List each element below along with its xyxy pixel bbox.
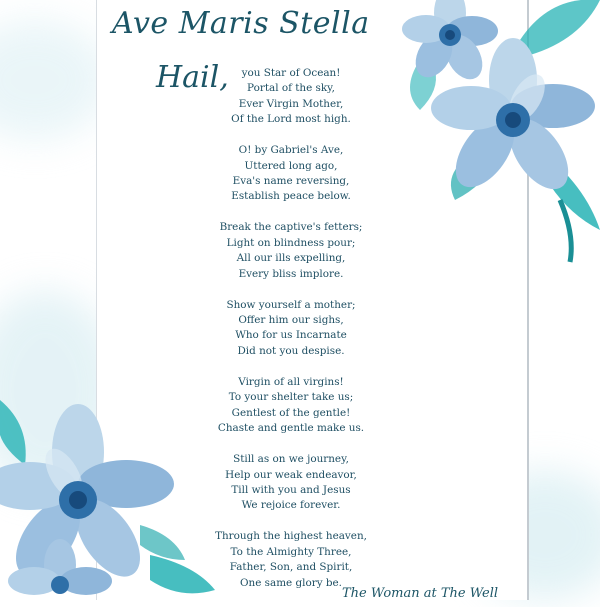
stanza	[180, 220, 402, 282]
poem-line: Break the captive's fetters;	[219, 221, 363, 234]
poem-line: All our ills expelling,	[236, 252, 346, 265]
poem-line: Offer him our sighs,	[238, 314, 344, 327]
poem-title: Ave Maris Stella	[112, 6, 370, 41]
poem-line: To the Almighty Three,	[230, 545, 352, 558]
stanza	[180, 298, 402, 360]
poem-line: To your shelter take us;	[228, 391, 354, 404]
poem-line: Show yourself a mother;	[226, 298, 356, 311]
poem-line: Through the highest heaven,	[215, 530, 367, 543]
poem-line: Father, Son, and Spirit,	[229, 561, 353, 574]
stanza	[180, 143, 402, 205]
poem-line: Establish peace below.	[231, 190, 351, 203]
poem-line: Of the Lord most high.	[231, 113, 351, 126]
poem-line: Light on blindness pour;	[226, 236, 356, 249]
poem-line: Gentlest of the gentle!	[231, 406, 351, 419]
poem-line: Did not you despise.	[237, 344, 345, 357]
poem-line: you Star of Ocean!	[241, 67, 341, 79]
poem-line: Till with you and Jesus	[231, 483, 351, 496]
poem-line: One same glory be.	[240, 576, 342, 589]
hail-initial: Hail,	[156, 60, 229, 95]
poem-line: Still as on we journey,	[233, 453, 349, 466]
stanza	[180, 375, 402, 437]
poem-body	[180, 66, 402, 607]
stanza	[180, 452, 402, 514]
stanza	[180, 66, 402, 128]
poem-line: Help our weak endeavor,	[225, 468, 357, 481]
poem-line: O! by Gabriel's Ave,	[238, 144, 344, 157]
signature: The Woman at The Well	[342, 586, 499, 601]
blue-flower-icon	[400, 0, 600, 270]
poem-line: Eva's name reversing,	[232, 175, 350, 188]
poem-line: We rejoice forever.	[241, 499, 341, 512]
poem-line: Every bliss implore.	[238, 267, 344, 280]
poem-line: Uttered long ago,	[244, 159, 338, 172]
poem-line: Chaste and gentle make us.	[217, 422, 365, 435]
stanza	[180, 529, 402, 591]
poem-line: Ever Virgin Mother,	[238, 97, 344, 110]
poem-line: Portal of the sky,	[247, 82, 335, 95]
poem-line: Who for us Incarnate	[235, 329, 347, 342]
watercolor-wash-top-left	[0, 20, 110, 140]
poem-line: Virgin of all virgins!	[238, 375, 344, 388]
